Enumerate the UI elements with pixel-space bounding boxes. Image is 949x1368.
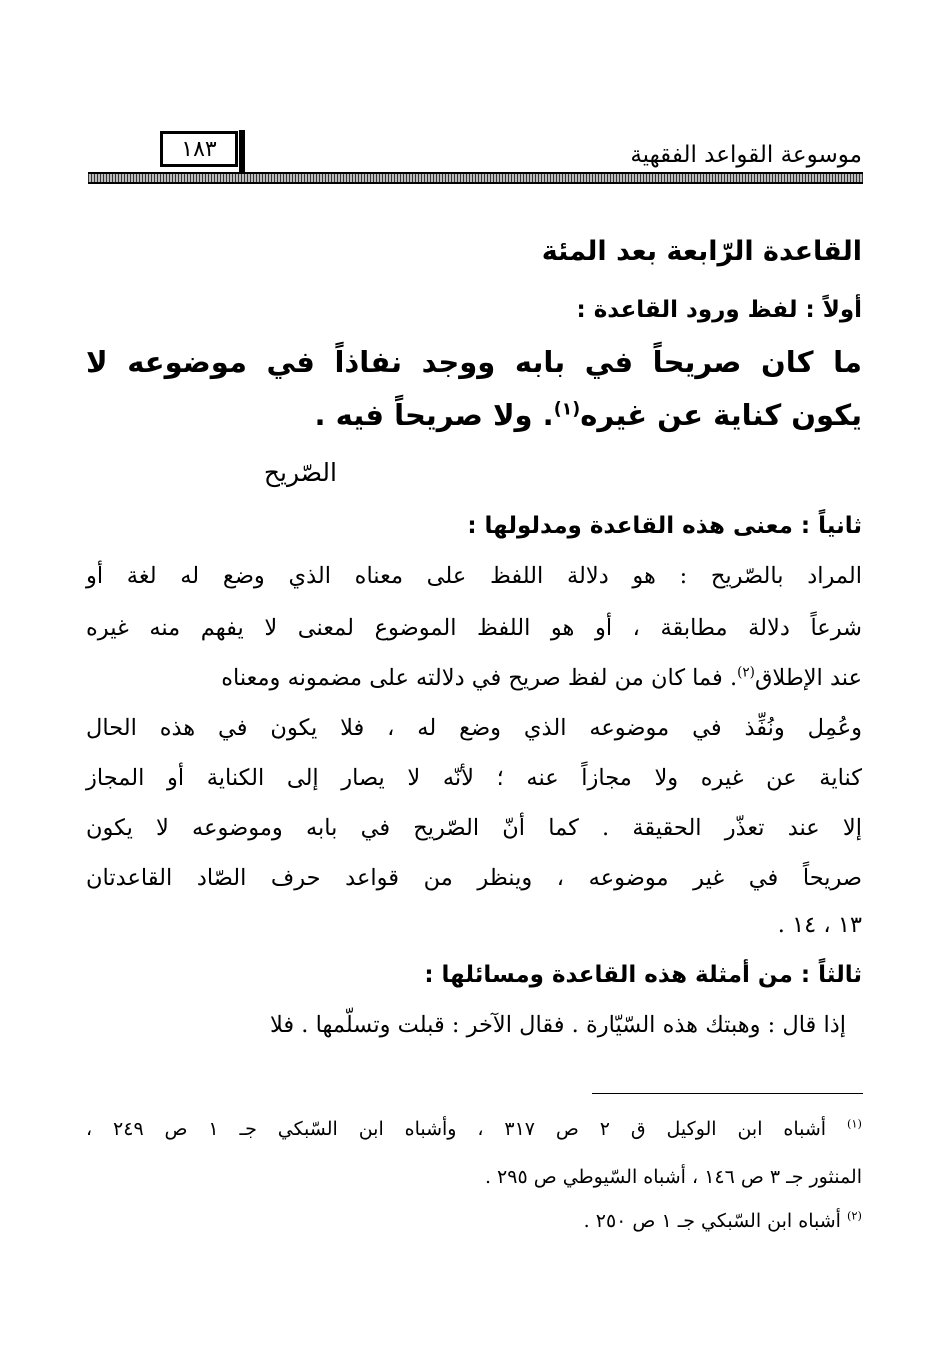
heading-meaning: ثانياً : معنى هذه القاعدة ومدلولها : xyxy=(467,513,862,539)
heading-rule-wording: أولاً : لفظ ورود القاعدة : xyxy=(576,297,862,323)
paragraph-line-3-b: . فما كان من لفظ صريح في دلالته على مضمونه ومعناه xyxy=(221,665,738,691)
paragraph-line-5: كناية عن غيره ولا مجازاً عنه ؛ لأنّه لا يصار إلى الكناية أو المجاز xyxy=(86,765,862,791)
rule-text-line-1: ما كان صريحاً في بابه ووجد نفاذاً في موضوعه لا xyxy=(86,345,862,379)
footnote-2-marker: (٢) xyxy=(846,1208,862,1223)
paragraph-line-3 xyxy=(86,665,862,691)
footnote-2 xyxy=(86,1210,862,1232)
footnote-ref-1: (١) xyxy=(553,399,581,420)
rule-text-line-2-a: يكون كناية عن غيره xyxy=(580,398,862,432)
paragraph-line-3-a: عند الإطلاق xyxy=(754,665,862,691)
footnote-2-text: أشباه ابن السّبكي جـ ١ ص ٢٥٠ . xyxy=(583,1210,841,1232)
paragraph-line-1: المراد بالصّريح : هو دلالة اللفظ على معناه الذي وضع له لغة أو xyxy=(86,563,862,589)
rule-text-line-2-b: . ولا صريحاً فيه . xyxy=(314,398,554,432)
running-title: موسوعة القواعد الفقهية xyxy=(630,142,862,168)
paragraph-line-2: شرعاً دلالة مطابقة ، أو هو اللفظ الموضوع لمعنى لا يفهم منه غيره xyxy=(86,615,862,641)
footnote-1-text: أشباه ابن الوكيل ق ٢ ص ٣١٧ ، وأشباه ابن السّبكي جـ ١ ص ٢٤٩ ، xyxy=(86,1118,827,1140)
page-number: ١٨٣ xyxy=(160,131,238,167)
heading-examples: ثالثاً : من أمثلة هذه القاعدة ومسائلها : xyxy=(424,962,862,988)
example-line: إذا قال : وهبتك هذه السّيّارة . فقال الآخر : قبلت وتسلّمها . فلا xyxy=(269,1012,846,1038)
margin-note: الصّريح xyxy=(263,458,337,487)
footnote-1-marker: (١) xyxy=(846,1116,862,1131)
paragraph-line-4: وعُمِل ونُفِّذ في موضوعه الذي وضع له ، فلا يكون في هذه الحال xyxy=(86,715,862,741)
paragraph-line-6: إلا عند تعذّر الحقيقة . كما أنّ الصّريح في بابه وموضوعه لا يكون xyxy=(86,815,862,841)
footnote-rule xyxy=(592,1093,863,1094)
footnote-1-line-2: المنثور جـ ٣ ص ١٤٦ ، أشباه السّيوطي ص ٢٩٥ . xyxy=(484,1166,862,1188)
footnote-1-line-1 xyxy=(86,1118,862,1140)
paragraph-line-7: صريحاً في غير موضوعه ، وينظر من قواعد حرف الصّاد القاعدتان xyxy=(86,865,862,891)
header-rule xyxy=(88,172,863,184)
rule-text-line-2 xyxy=(86,398,862,432)
rule-title: القاعدة الرّابعة بعد المئة xyxy=(541,236,862,267)
paragraph-line-8: ١٣ ، ١٤ . xyxy=(777,912,862,938)
footnote-ref-2: (٢) xyxy=(737,664,755,681)
